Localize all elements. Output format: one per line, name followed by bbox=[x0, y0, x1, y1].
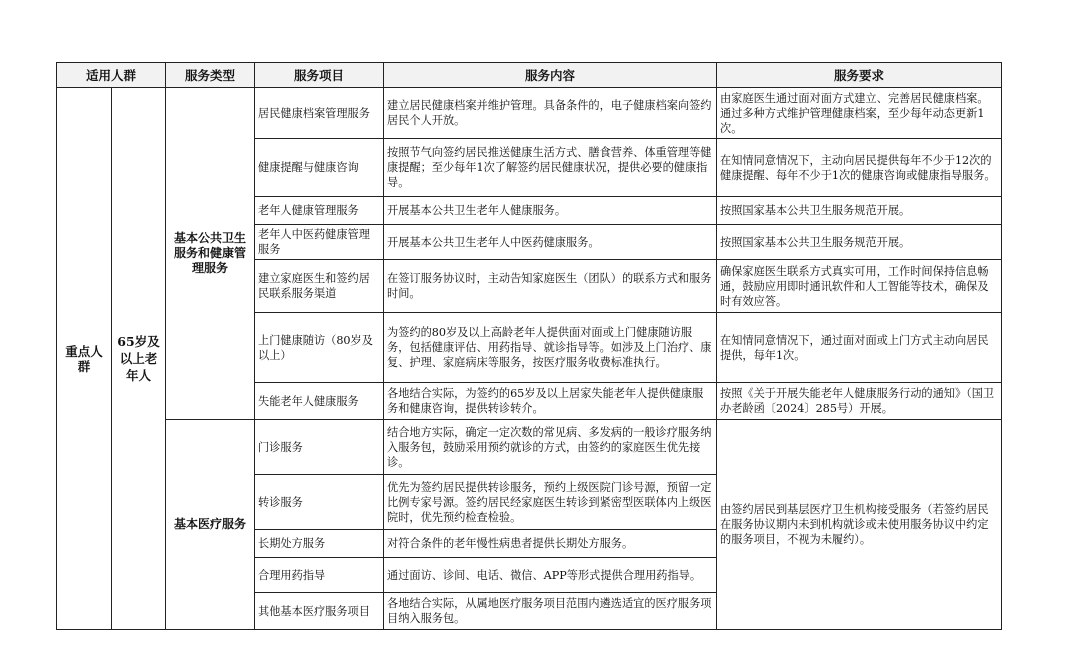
service-item: 老年人健康管理服务 bbox=[255, 197, 384, 225]
service-content: 各地结合实际，为签约的65岁及以上居家失能老年人提供健康服务和健康咨询，提供转诊转介。 bbox=[384, 383, 717, 420]
service-requirement: 由家庭医生通过面对面方式建立、完善居民健康档案。通过多种方式维护管理健康档案，至少每年动态更新1次。 bbox=[717, 88, 1002, 139]
service-item: 门诊服务 bbox=[255, 420, 384, 475]
header-row bbox=[57, 63, 1002, 88]
service-requirement: 在知情同意情况下，主动向居民提供每年不少于12次的健康提醒、每年不少于1次的健康咨询或健康指导服务。 bbox=[717, 139, 1002, 197]
header-service-type: 服务类型 bbox=[166, 63, 255, 88]
service-table bbox=[56, 62, 1002, 630]
service-type-public-health: 基本公共卫生服务和健康管理服务 bbox=[166, 88, 255, 420]
population-group-cell: 重点人群 bbox=[57, 88, 112, 630]
service-type-medical: 基本医疗服务 bbox=[166, 420, 255, 630]
header-service-requirement: 服务要求 bbox=[717, 63, 1002, 88]
service-content: 按照节气向签约居民推送健康生活方式、膳食营养、体重管理等健康提醒；至少每年1次了解签约居民健康状况，提供必要的健康指导。 bbox=[384, 139, 717, 197]
header-service-item: 服务项目 bbox=[255, 63, 384, 88]
service-item: 居民健康档案管理服务 bbox=[255, 88, 384, 139]
service-requirement: 按照国家基本公共卫生服务规范开展。 bbox=[717, 225, 1002, 260]
service-item: 上门健康随访（80岁及以上） bbox=[255, 313, 384, 383]
medical-service-requirement: 由签约居民到基层医疗卫生机构接受服务（若签约居民在服务协议期内未到机构就诊或未使用服务协议中约定的服务项目，不视为未履约）。 bbox=[717, 420, 1002, 630]
service-requirement: 在知情同意情况下，通过面对面或上门方式主动向居民提供，每年1次。 bbox=[717, 313, 1002, 383]
service-content: 在签订服务协议时，主动告知家庭医生（团队）的联系方式和服务时间。 bbox=[384, 260, 717, 313]
service-content: 各地结合实际，从属地医疗服务项目范围内遴选适宜的医疗服务项目纳入服务包。 bbox=[384, 593, 717, 630]
service-item: 其他基本医疗服务项目 bbox=[255, 593, 384, 630]
service-item: 老年人中医药健康管理服务 bbox=[255, 225, 384, 260]
service-requirement: 确保家庭医生联系方式真实可用，工作时间保持信息畅通，鼓励应用即时通讯软件和人工智能等技术，确保及时有效应答。 bbox=[717, 260, 1002, 313]
table-row bbox=[57, 420, 1002, 475]
service-content: 建立居民健康档案并维护管理。具备条件的，电子健康档案向签约居民个人开放。 bbox=[384, 88, 717, 139]
table-row bbox=[57, 88, 1002, 139]
service-content: 为签约的80岁及以上高龄老年人提供面对面或上门健康随访服务，包括健康评估、用药指导、就诊指导等。如涉及上门治疗、康复、护理、家庭病床等服务，按医疗服务收费标准执行。 bbox=[384, 313, 717, 383]
service-content: 优先为签约居民提供转诊服务，预约上级医院门诊号源，预留一定比例专家号源。签约居民经家庭医生转诊到紧密型医联体内上级医院时，优先预约检查检验。 bbox=[384, 475, 717, 530]
age-group-cell: 65岁及以上老年人 bbox=[112, 88, 166, 630]
service-item: 转诊服务 bbox=[255, 475, 384, 530]
service-item: 长期处方服务 bbox=[255, 530, 384, 558]
service-content: 结合地方实际，确定一定次数的常见病、多发病的一般诊疗服务纳入服务包，鼓励采用预约就诊的方式，由签约的家庭医生优先接诊。 bbox=[384, 420, 717, 475]
header-service-content: 服务内容 bbox=[384, 63, 717, 88]
service-content: 开展基本公共卫生老年人中医药健康服务。 bbox=[384, 225, 717, 260]
service-content: 开展基本公共卫生老年人健康服务。 bbox=[384, 197, 717, 225]
service-item: 失能老年人健康服务 bbox=[255, 383, 384, 420]
service-item: 合理用药指导 bbox=[255, 558, 384, 593]
service-content: 通过面访、诊间、电话、微信、APP等形式提供合理用药指导。 bbox=[384, 558, 717, 593]
service-requirement: 按照国家基本公共卫生服务规范开展。 bbox=[717, 197, 1002, 225]
service-table-container bbox=[56, 62, 1002, 630]
service-item: 建立家庭医生和签约居民联系服务渠道 bbox=[255, 260, 384, 313]
header-population: 适用人群 bbox=[57, 63, 166, 88]
service-item: 健康提醒与健康咨询 bbox=[255, 139, 384, 197]
service-content: 对符合条件的老年慢性病患者提供长期处方服务。 bbox=[384, 530, 717, 558]
service-requirement: 按照《关于开展失能老年人健康服务行动的通知》（国卫办老龄函〔2024〕285号）开展。 bbox=[717, 383, 1002, 420]
